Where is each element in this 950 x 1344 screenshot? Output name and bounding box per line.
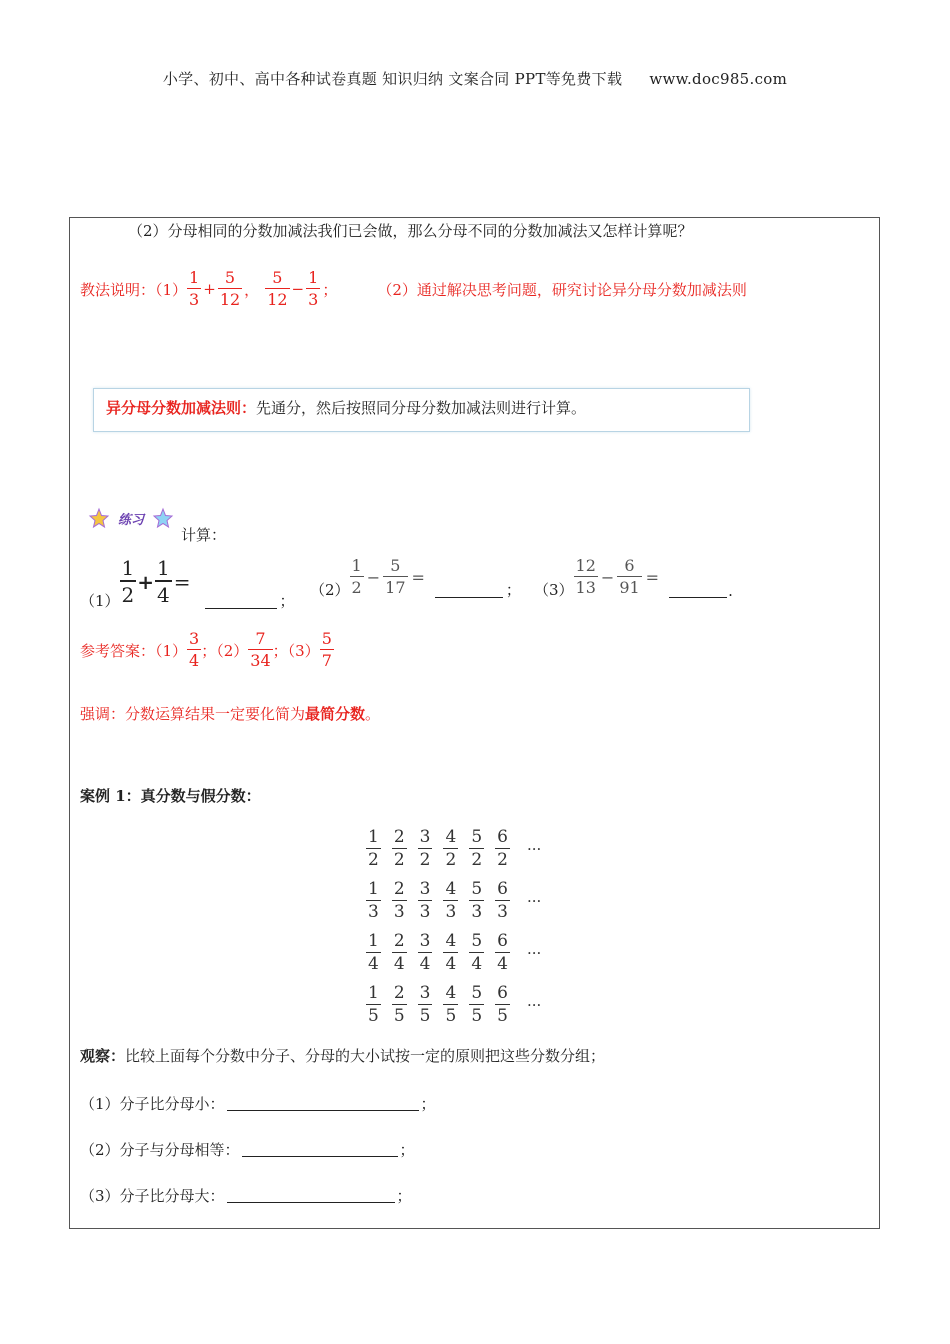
group-2-label: （2）分子与分母相等： — [80, 1141, 240, 1159]
p2-frac-a: $\frac{1}{2}$ — [351, 556, 362, 597]
answers-sep-2: ；（3） — [272, 641, 320, 660]
group-2 — [80, 1139, 415, 1160]
fraction: $\frac{2}{4}$ — [393, 931, 405, 974]
emphasis-bold: 最简分数 — [305, 705, 366, 723]
fraction: $\frac{3}{4}$ — [419, 931, 431, 974]
fraction: $\frac{6}{2}$ — [497, 827, 508, 870]
p3-frac-a: $\frac{12}{13}$ — [575, 556, 596, 597]
fraction-row — [366, 979, 541, 1031]
fraction: $\frac{6}{4}$ — [497, 931, 508, 974]
teach-semicolon: ； — [322, 280, 338, 299]
teaching-part2: （2）通过解决思考问题，研究讨论异分母分数加减法则 — [377, 280, 747, 299]
group-1-blank[interactable] — [227, 1096, 419, 1111]
fraction: $\frac{2}{2}$ — [393, 827, 405, 870]
answer-blank-1[interactable] — [205, 594, 277, 609]
practice-expr-2: $\frac{1}{2}$ − $\frac{5}{17}$ = — [351, 556, 425, 597]
practice-item-1-num: （1） — [80, 592, 120, 610]
fraction: $\frac{4}{5}$ — [445, 983, 457, 1026]
rule-line — [106, 397, 586, 418]
answers-label: 参考答案：（1） — [80, 641, 188, 660]
fraction-grid — [366, 823, 541, 1031]
group-1-label: （1）分子比分母小： — [80, 1095, 225, 1113]
practice-item-2 — [310, 558, 521, 602]
ellipsis: ··· — [526, 996, 542, 1014]
p1-frac-b: $\frac{1}{4}$ — [157, 556, 170, 607]
practice-prompt: 计算： — [181, 526, 227, 544]
teaching-note — [80, 270, 747, 308]
practice-expr-1: $\frac{1}{2}$ + $\frac{1}{4}$ = — [121, 556, 191, 607]
group-2-blank[interactable] — [242, 1142, 398, 1157]
group-1 — [80, 1093, 436, 1114]
question-2: （2）分母相同的分数加减法我们已会做，那么分母不同的分数加减法又怎样计算呢？ — [128, 222, 693, 240]
practice-item-1-end: ； — [279, 592, 295, 610]
group-3-end: ； — [396, 1187, 412, 1205]
fraction-row — [366, 823, 541, 875]
rule-body: 先通分，然后按照同分母分数加减法则进行计算。 — [256, 399, 587, 417]
fraction: $\frac{1}{3}$ — [368, 879, 379, 922]
fraction: $\frac{2}{5}$ — [393, 983, 405, 1026]
fraction: $\frac{1}{5}$ — [368, 983, 379, 1026]
emphasis-line — [80, 703, 380, 724]
teach-op-1: + — [203, 280, 216, 298]
practice-item-3-num: （3） — [534, 581, 574, 599]
group-2-end: ； — [399, 1141, 415, 1159]
page-header — [0, 68, 950, 89]
fraction: $\frac{5}{3}$ — [471, 879, 483, 922]
p2-frac-b: $\frac{5}{17}$ — [385, 556, 406, 597]
teach-comma: ， — [244, 280, 260, 299]
practice-item-2-end: ； — [505, 581, 521, 599]
case1-title: 案例 1：真分数与假分数： — [80, 787, 261, 805]
answer-frac-2: $\frac{7}{34}$ — [250, 629, 271, 670]
group-3-label: （3）分子比分母大： — [80, 1187, 225, 1205]
fraction-row — [366, 927, 541, 979]
fraction: $\frac{6}{3}$ — [497, 879, 508, 922]
content-box — [69, 217, 880, 1229]
practice-badge-icon — [88, 506, 174, 534]
practice-item-2-num: （2） — [310, 581, 350, 599]
teach-frac-1-3b: $\frac{1}{3}$ — [308, 268, 319, 309]
fraction: $\frac{4}{2}$ — [445, 827, 457, 870]
practice-expr-3: $\frac{12}{13}$ − $\frac{6}{91}$ = — [575, 556, 660, 597]
header-text: 小学、初中、高中各种试卷真题 知识归纳 文案合同 PPT等免费下载 — [162, 70, 623, 88]
rule-box — [93, 388, 750, 432]
fraction: $\frac{3}{5}$ — [419, 983, 431, 1026]
fraction: $\frac{2}{3}$ — [393, 879, 405, 922]
emphasis-prefix: 强调：分数运算结果一定要化简为 — [80, 705, 306, 723]
fraction-row — [366, 875, 541, 927]
answer-blank-2[interactable] — [435, 583, 503, 598]
fraction: $\frac{5}{4}$ — [471, 931, 483, 974]
teach-frac-5-12: $\frac{5}{12}$ — [219, 268, 241, 309]
ellipsis: ··· — [526, 944, 542, 962]
fraction: $\frac{3}{3}$ — [419, 879, 431, 922]
practice-item-3-end: . — [728, 582, 733, 600]
teach-op-2: − — [291, 280, 305, 298]
ellipsis: ··· — [526, 892, 542, 910]
emphasis-suffix: 。 — [365, 705, 381, 723]
group-3-blank[interactable] — [227, 1188, 395, 1203]
observe-label: 观察： — [80, 1047, 126, 1065]
practice-item-3 — [534, 558, 733, 602]
answer-blank-3[interactable] — [669, 583, 727, 598]
p1-frac-a: $\frac{1}{2}$ — [121, 556, 135, 607]
answers-sep-1: ；（2） — [201, 641, 249, 660]
answer-frac-1: $\frac{3}{4}$ — [189, 629, 200, 670]
answer-frac-3: $\frac{5}{7}$ — [321, 629, 332, 670]
observe-text: 比较上面每个分数中分子、分母的大小试按一定的原则把这些分数分组； — [125, 1047, 606, 1065]
practice-item-1 — [80, 558, 295, 613]
teach-frac-1-3: $\frac{1}{3}$ — [189, 268, 200, 309]
group-1-end: ； — [420, 1095, 436, 1113]
ellipsis: ··· — [526, 840, 542, 858]
teaching-label: 教法说明：（1） — [80, 280, 188, 299]
fraction: $\frac{1}{2}$ — [368, 827, 379, 870]
fraction: $\frac{4}{3}$ — [445, 879, 457, 922]
fraction: $\frac{3}{2}$ — [419, 827, 431, 870]
fraction: $\frac{4}{4}$ — [445, 931, 457, 974]
p3-frac-b: $\frac{6}{91}$ — [619, 556, 640, 597]
rule-title: 异分母分数加减法则： — [106, 399, 257, 417]
reference-answers — [80, 631, 334, 669]
fraction: $\frac{5}{5}$ — [471, 983, 483, 1026]
fraction: $\frac{1}{4}$ — [368, 931, 379, 974]
practice-badge-text: 练习 — [117, 513, 145, 528]
header-site-link[interactable]: www.doc985.com — [649, 70, 788, 88]
fraction: $\frac{6}{5}$ — [497, 983, 508, 1026]
teach-frac-5-12b: $\frac{5}{12}$ — [267, 268, 288, 309]
observe-line — [80, 1045, 605, 1066]
group-3 — [80, 1185, 412, 1206]
fraction: $\frac{5}{2}$ — [471, 827, 483, 870]
